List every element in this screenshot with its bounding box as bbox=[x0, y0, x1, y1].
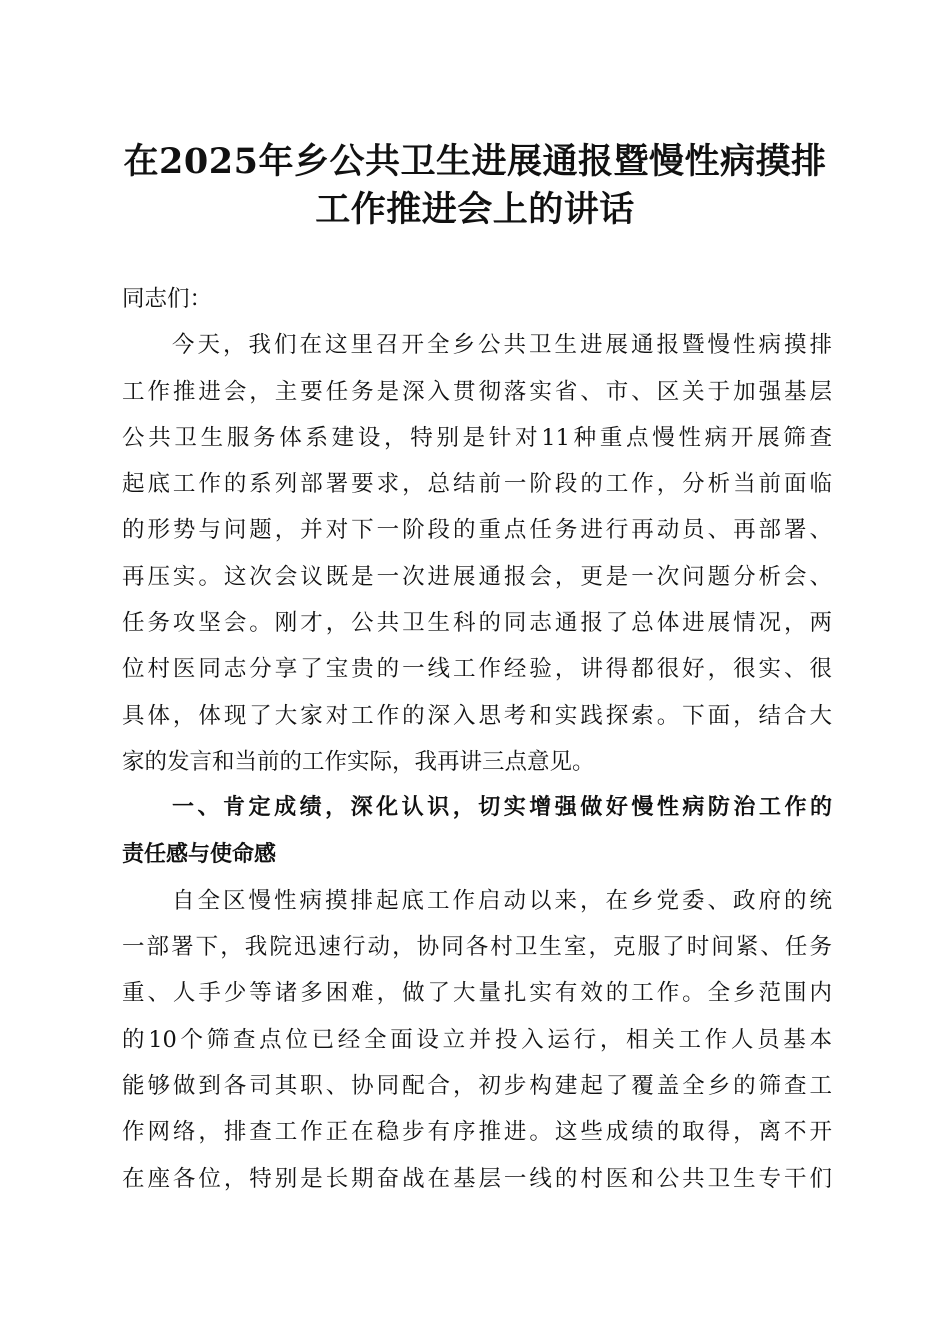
paragraph-line: 任务攻坚会。刚才，公共卫生科的同志通报了总体进展情况，两 bbox=[122, 610, 832, 637]
title-line-2: 工作推进会上的讲话 bbox=[315, 189, 635, 230]
paragraph-line: 一部署下，我院迅速行动，协同各村卫生室，克服了时间紧、任务 bbox=[122, 934, 832, 961]
document-body bbox=[122, 276, 832, 1202]
paragraph-line: 作网络，排查工作正在稳步有序推进。这些成绩的取得，离不开 bbox=[122, 1119, 832, 1146]
heading-line: 责任感与使命感 bbox=[122, 841, 277, 867]
paragraph-opening bbox=[122, 322, 832, 785]
paragraph-line: 的10个筛查点位已经全面设立并投入运行，相关工作人员基本 bbox=[122, 1026, 832, 1053]
paragraph-line: 的形势与问题，并对下一阶段的重点任务进行再动员、再部署、 bbox=[122, 517, 832, 544]
paragraph-line: 公共卫生服务体系建设，特别是针对11种重点慢性病开展筛查 bbox=[122, 424, 832, 451]
paragraph-line: 再压实。这次会议既是一次进展通报会，更是一次问题分析会、 bbox=[122, 563, 832, 590]
section-heading-1 bbox=[122, 785, 832, 878]
document-title bbox=[100, 138, 850, 234]
paragraph-line: 家的发言和当前的工作实际，我再讲三点意见。 bbox=[122, 748, 595, 775]
paragraph-line: 工作推进会，主要任务是深入贯彻落实省、市、区关于加强基层 bbox=[122, 378, 832, 405]
paragraph-line: 具体，体现了大家对工作的深入思考和实践探索。下面，结合大 bbox=[122, 702, 832, 729]
paragraph-line: 能够做到各司其职、协同配合，初步构建起了覆盖全乡的筛查工 bbox=[122, 1073, 832, 1100]
paragraph-achievements bbox=[122, 878, 832, 1202]
paragraph-line: 位村医同志分享了宝贵的一线工作经验，讲得都很好，很实、很 bbox=[122, 656, 832, 683]
heading-line: 一、肯定成绩，深化认识，切实增强做好慢性病防治工作的 bbox=[172, 795, 832, 821]
salutation: 同志们： bbox=[122, 286, 213, 312]
paragraph-line: 在座各位，特别是长期奋战在基层一线的村医和公共卫生专干们 bbox=[122, 1165, 832, 1192]
paragraph-line: 今天，我们在这里召开全乡公共卫生进展通报暨慢性病摸排 bbox=[172, 332, 832, 359]
title-line-1: 在2025年乡公共卫生进展通报暨慢性病摸排 bbox=[123, 141, 827, 182]
paragraph-line: 重、人手少等诸多困难，做了大量扎实有效的工作。全乡范围内 bbox=[122, 980, 832, 1007]
paragraph-line: 起底工作的系列部署要求，总结前一阶段的工作，分析当前面临 bbox=[122, 471, 832, 498]
paragraph-line: 自全区慢性病摸排起底工作启动以来，在乡党委、政府的统 bbox=[172, 887, 832, 914]
